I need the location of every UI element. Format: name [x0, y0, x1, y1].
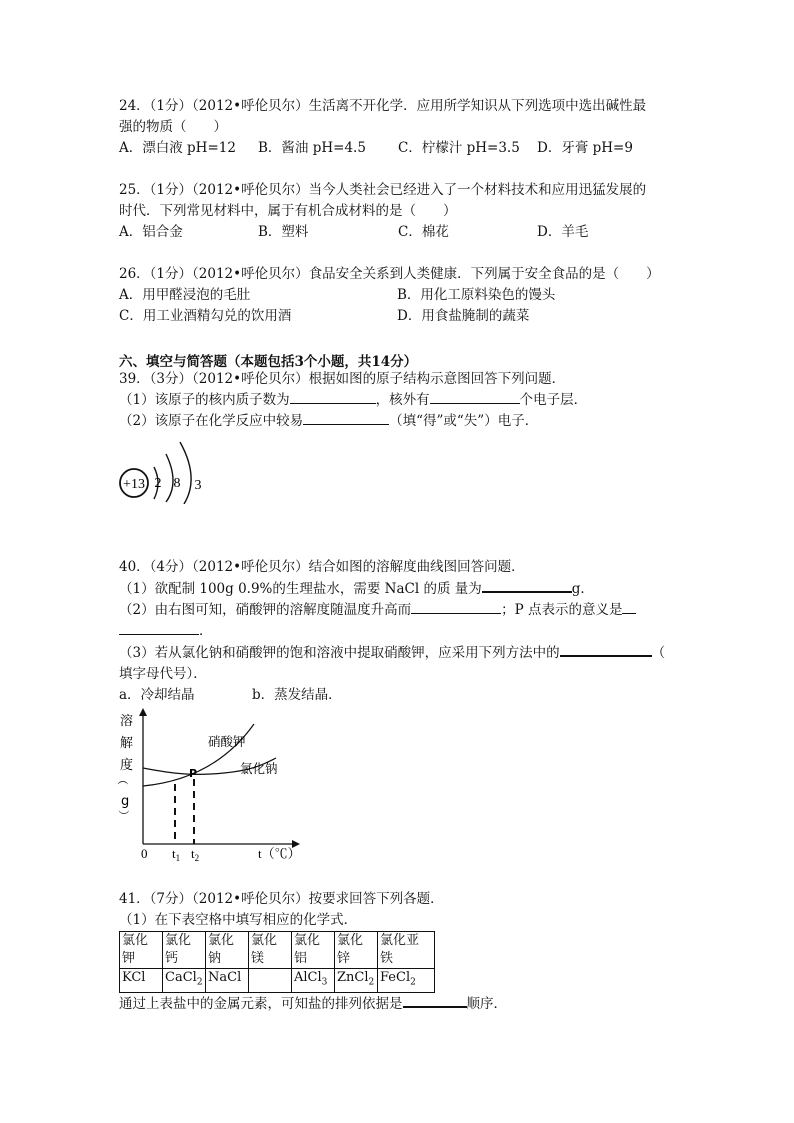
atom-shell-3-electrons: 3	[194, 478, 202, 493]
salt-table	[119, 931, 435, 993]
atom-shell-1-electrons: 2	[154, 476, 162, 491]
q24-option-d[interactable]: D．牙膏 pH=9	[537, 140, 633, 156]
q40-part2-text-a: （2）由右图可知，硝酸钾的溶解度随温度升高而	[119, 602, 412, 618]
q40-part3	[119, 642, 679, 664]
graph-ylabel-char: 解	[120, 736, 134, 751]
salt-formula-cell: NaCl	[206, 969, 249, 993]
graph-origin-label: 0	[141, 846, 148, 861]
solubility-curve-graph	[114, 706, 314, 864]
graph-ylabel-char: 溶	[120, 714, 134, 729]
q40-part1-text-b: g．	[571, 581, 594, 597]
q40-blank-p-meaning-start[interactable]	[622, 600, 636, 614]
q26-option-a[interactable]: A．用甲醛浸泡的毛肚	[119, 287, 251, 303]
q40-blank-solubility-trend[interactable]	[411, 600, 501, 614]
q25-stem-line2: 时代．下列常见材料中，属于有机合成材料的是（ ）	[119, 203, 457, 219]
q24-stem-line1: 24．（1分）（2012•呼伦贝尔）生活离不开化学．应用所学知识从下列选项中选出碱性最	[119, 98, 647, 114]
question-41	[119, 889, 679, 1015]
q41-part1: （1）在下表空格中填写相应的化学式．	[119, 912, 358, 928]
q40-blank-nacl-mass[interactable]	[482, 578, 572, 593]
salt-formula-blank-cell[interactable]	[249, 969, 292, 993]
q41-tail-text-a: 通过上表盐中的金属元素，可知盐的排列依据是	[119, 995, 403, 1012]
atom-nucleus-label: +13	[123, 477, 145, 492]
q39-part2-text-b: （填“得”或“失”）电子．	[389, 413, 539, 429]
question-26	[119, 264, 679, 327]
atom-shell-3-arc	[180, 442, 191, 504]
q39-part2-text-a: （2）该原子在化学反应中较易	[119, 413, 304, 429]
graph-ylabel-char: （	[116, 774, 129, 785]
q26-options-row2	[119, 306, 679, 327]
salt-name-cell: 氯化 钾	[120, 932, 163, 969]
q26-option-c[interactable]: C．用工业酒精勾兑的饮用酒	[119, 308, 292, 324]
q40-part2-text-b: ；P 点表示的意义是	[501, 602, 623, 618]
q25-stem-line1: 25．（1分）（2012•呼伦贝尔）当今人类社会已经进入了一个材料技术和应用迅猛发展的	[119, 182, 647, 198]
question-24	[119, 96, 679, 159]
curve-nacl-label: 氯化钠	[240, 761, 278, 776]
q24-option-c[interactable]: C．柠檬汁 pH=3.5	[398, 140, 520, 156]
q39-part1-text-c: 个电子层．	[519, 392, 588, 408]
q24-stem-line2: 强的物质（ ）	[119, 119, 227, 135]
salt-table-names-row	[120, 932, 435, 969]
q39-part1-text-b: ，核外有	[375, 392, 430, 408]
atom-shell-2-arc	[166, 454, 173, 502]
salt-name-cell: 氯化 镁	[249, 932, 292, 969]
tick-t2-label: $t_2$	[191, 846, 200, 863]
q40-part2-text-c: ．	[199, 623, 213, 639]
graph-ylabel-char: ）	[117, 810, 130, 821]
q39-part1	[119, 390, 679, 411]
graph-y-axis-arrow	[139, 708, 147, 716]
salt-name-cell: 氯化 钠	[206, 932, 249, 969]
q41-blank-order[interactable]	[403, 993, 467, 1008]
q26-options-row1	[119, 285, 679, 306]
salt-name-cell: 氯化 钙	[163, 932, 206, 969]
q40-part2-cont	[119, 621, 679, 642]
tick-t1-label: $t_1$	[172, 846, 181, 863]
q41-stem: 41．（7分）（2012•呼伦贝尔）按要求回答下列各题．	[119, 891, 444, 907]
q26-option-d[interactable]: D．用食盐腌制的蔬菜	[397, 308, 530, 324]
q41-tail-text-b: 顺序．	[466, 995, 507, 1012]
question-25	[119, 180, 679, 243]
salt-formula-cell: ZnCl$_2$	[335, 969, 378, 993]
salt-name-cell: 氯化 锌	[335, 932, 378, 969]
q25-option-a[interactable]: A．铝合金	[119, 224, 183, 240]
q39-stem: 39．（3分）（2012•呼伦贝尔）根据如图的原子结构示意图回答下列问题．	[119, 371, 566, 387]
curve-kno3-label: 硝酸钾	[208, 734, 246, 749]
atom-shell-2-electrons: 8	[173, 476, 181, 491]
q39-blank-protons[interactable]	[290, 390, 376, 404]
q26-option-b[interactable]: B．用化工原料染色的馒头	[397, 287, 556, 303]
q24-option-a[interactable]: A．漂白液 pH=12	[119, 140, 236, 156]
q25-options	[119, 222, 679, 243]
q40-stem: 40．（4分）（2012•呼伦贝尔）结合如图的溶解度曲线图回答问题．	[119, 559, 525, 575]
graph-xlabel: t（℃）	[258, 846, 301, 861]
q26-stem-line1: 26．（1分）（2012•呼伦贝尔）食品安全关系到人类健康．下列属于安全食品的是（ ）	[119, 266, 660, 282]
q39-blank-gain-lose[interactable]	[303, 411, 389, 425]
q39-part1-text-a: （1）该原子的核内质子数为	[119, 392, 290, 408]
question-40	[119, 557, 679, 706]
salt-formula-cell: CaCl$_2$	[163, 969, 206, 993]
q40-blank-p-meaning[interactable]	[119, 621, 199, 635]
q25-option-b[interactable]: B．塑料	[258, 224, 309, 240]
q40-part2	[119, 600, 679, 621]
q25-option-c[interactable]: C．棉花	[398, 224, 449, 240]
q25-option-d[interactable]: D．羊毛	[537, 224, 589, 240]
q24-options	[119, 138, 679, 159]
q40-part3-text-a: （3）若从氯化钠和硝酸钾的饱和溶液中提取硝酸钾，应采用下列方法中的	[119, 645, 560, 661]
section-title: 六、填空与简答题（本题包括3个小题，共14分）	[119, 354, 418, 370]
q41-tail	[119, 993, 679, 1015]
graph-ylabel-char: 度	[120, 758, 134, 773]
q40-choices	[119, 685, 679, 706]
q40-part1-text-a: （1）欲配制 100g 0.9%的生理盐水，需要 NaCl 的质 量为	[119, 581, 482, 597]
q40-blank-method[interactable]	[560, 642, 652, 657]
salt-formula-cell: FeCl$_2$	[378, 969, 435, 993]
salt-name-cell: 氯化 铝	[292, 932, 335, 969]
salt-name-cell: 氯化亚 铁	[378, 932, 435, 969]
salt-formula-cell: KCl	[120, 969, 163, 993]
salt-formula-cell: AlCl$_3$	[292, 969, 335, 993]
salt-table-formula-row	[120, 969, 435, 993]
q40-part3-text-b: （	[651, 645, 666, 661]
q40-part1	[119, 578, 679, 600]
q39-blank-layers[interactable]	[430, 390, 520, 404]
q40-choice-a[interactable]: a．冷却结晶	[119, 687, 195, 703]
point-p-label: P	[189, 767, 198, 780]
question-39	[119, 369, 679, 432]
q40-part3-cont: 填字母代号）．	[119, 666, 207, 682]
q24-option-b[interactable]: B．酱油 pH=4.5	[258, 140, 366, 156]
atom-structure-diagram	[114, 440, 214, 504]
graph-ylabel-char: g	[121, 794, 130, 809]
q40-choice-b[interactable]: b．蒸发结晶．	[252, 687, 342, 703]
q39-part2	[119, 411, 679, 432]
